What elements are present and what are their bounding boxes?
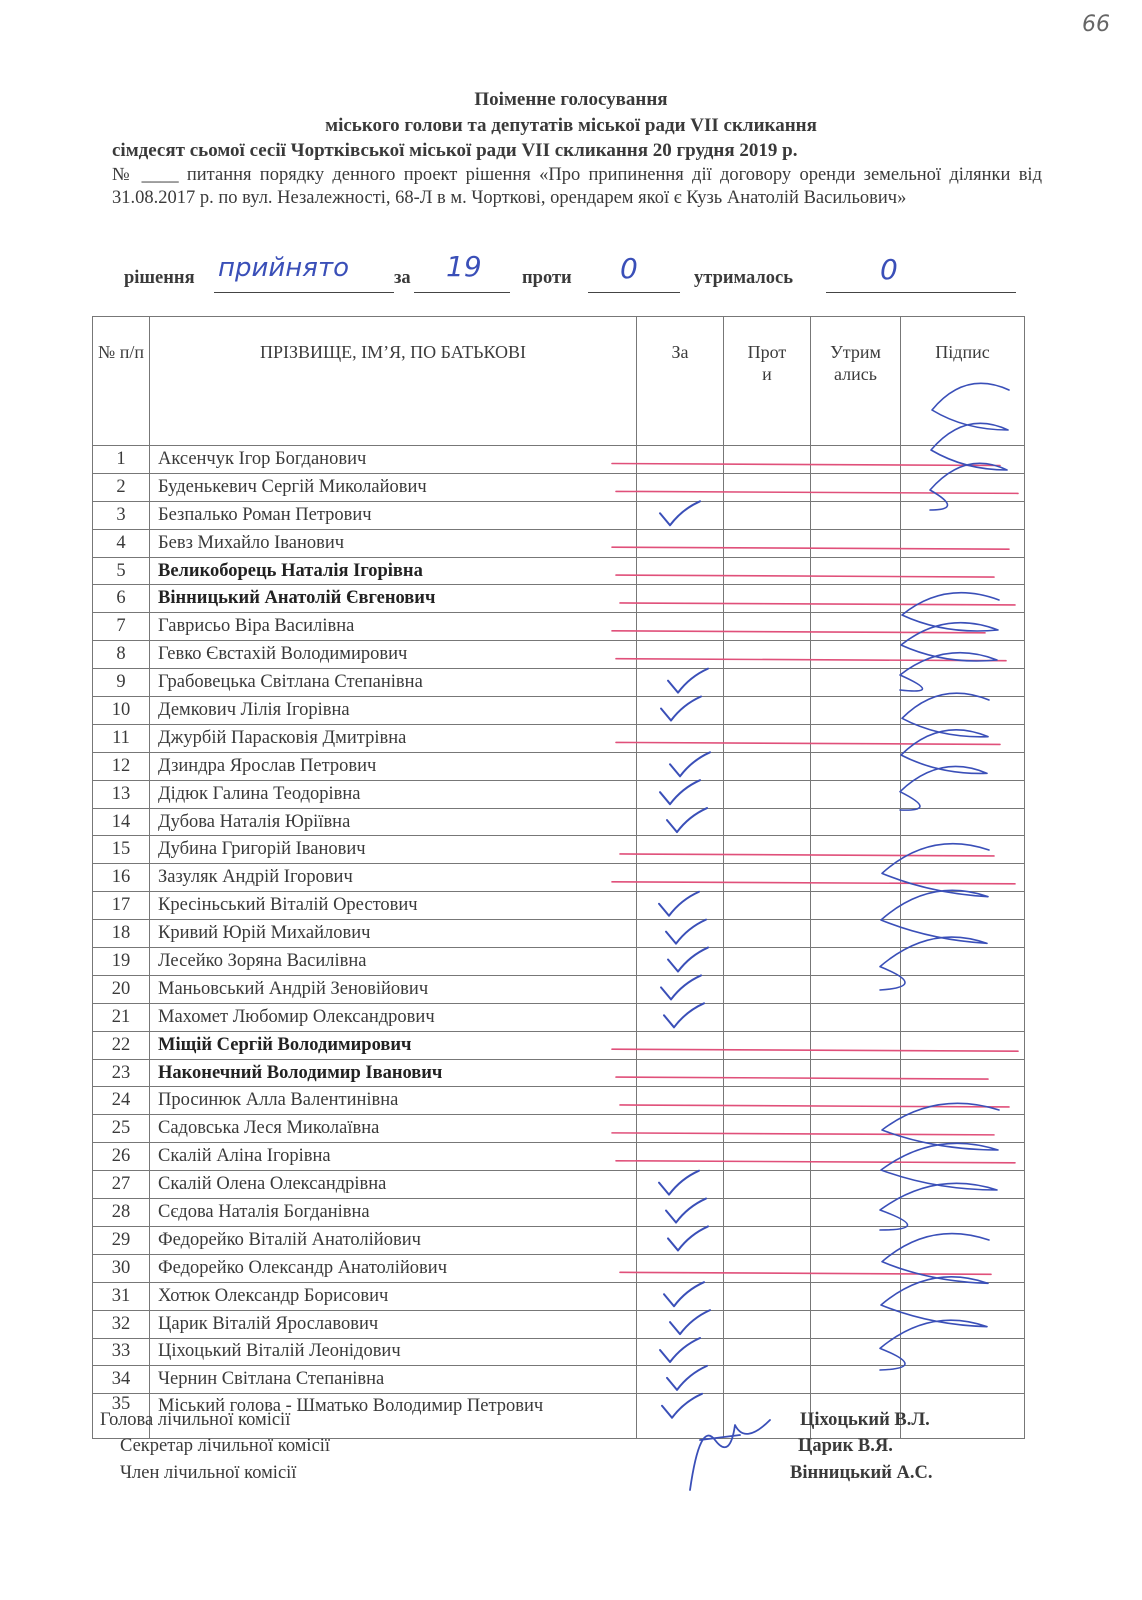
vote-for-cell: [637, 473, 724, 501]
vote-for-cell: [637, 557, 724, 585]
vote-abstained-cell: [811, 1143, 901, 1171]
vote-for-cell: [637, 975, 724, 1003]
row-number: 28: [93, 1199, 150, 1227]
table-row: [93, 1003, 1025, 1031]
vote-abstained-cell: [811, 641, 901, 669]
signature-cell: [901, 920, 1025, 948]
vote-for-cell: [637, 585, 724, 613]
deputy-name: Кривий Юрій Михайлович: [150, 920, 637, 948]
signature-cell: [901, 1366, 1025, 1394]
title-line-3: сімдесят сьомої сесії Чортківської міської ради VII скликання 20 грудня 2019 р.: [112, 140, 798, 161]
vote-for-cell: [637, 641, 724, 669]
col-header-for: За: [637, 317, 724, 446]
vote-against-cell: [724, 529, 811, 557]
member-name: Вінницький А.С.: [790, 1463, 933, 1483]
abstained-count-handwritten: 0: [880, 253, 898, 286]
signature-cell: [901, 1338, 1025, 1366]
vote-for-cell: [637, 1254, 724, 1282]
table-row: [93, 808, 1025, 836]
row-number: 33: [93, 1338, 150, 1366]
deputy-name: Хотюк Олександр Борисович: [150, 1282, 637, 1310]
vote-abstained-cell: [811, 1338, 901, 1366]
vote-for-cell: [637, 836, 724, 864]
deputy-name: Гевко Євстахій Володимирович: [150, 641, 637, 669]
vote-abstained-cell: [811, 473, 901, 501]
vote-against-cell: [724, 669, 811, 697]
vote-abstained-cell: [811, 864, 901, 892]
deputy-name: Ціхоцький Віталій Леонідович: [150, 1338, 637, 1366]
vote-abstained-cell: [811, 1366, 901, 1394]
table-row: [93, 501, 1025, 529]
for-underline: [414, 292, 510, 293]
signature-cell: [901, 1254, 1025, 1282]
vote-against-cell: [724, 641, 811, 669]
vote-abstained-cell: [811, 892, 901, 920]
vote-against-cell: [724, 613, 811, 641]
row-number: 13: [93, 780, 150, 808]
vote-for-cell: [637, 1171, 724, 1199]
vote-abstained-cell: [811, 1031, 901, 1059]
vote-against-cell: [724, 1143, 811, 1171]
vote-table: [92, 316, 1025, 1439]
row-number: 17: [93, 892, 150, 920]
deputy-name: Федорейко Віталій Анатолійович: [150, 1226, 637, 1254]
row-number: 21: [93, 1003, 150, 1031]
table-row: [93, 557, 1025, 585]
secretary-label: Секретар лічильної комісії: [120, 1436, 331, 1456]
signature-cell: [901, 975, 1025, 1003]
vote-against-cell: [724, 892, 811, 920]
vote-against-cell: [724, 1199, 811, 1227]
col-header-against: Проти: [724, 317, 811, 446]
row-number: 31: [93, 1282, 150, 1310]
vote-against-cell: [724, 975, 811, 1003]
deputy-name: Демкович Лілія Ігорівна: [150, 697, 637, 725]
vote-abstained-cell: [811, 920, 901, 948]
deputy-name: Зазуляк Андрій Ігорович: [150, 864, 637, 892]
row-number: 20: [93, 975, 150, 1003]
vote-for-cell: [637, 1366, 724, 1394]
table-row: [93, 1366, 1025, 1394]
table-row: [93, 948, 1025, 976]
vote-against-cell: [724, 1087, 811, 1115]
deputy-name: Махомет Любомир Олександрович: [150, 1003, 637, 1031]
table-row: [93, 1115, 1025, 1143]
against-label: проти: [522, 268, 572, 288]
deputy-name: Безпалько Роман Петрович: [150, 501, 637, 529]
signature-cell: [901, 1115, 1025, 1143]
signature-cell: [901, 836, 1025, 864]
vote-abstained-cell: [811, 446, 901, 474]
row-number: 19: [93, 948, 150, 976]
signature-cell: [901, 529, 1025, 557]
deputy-name: Скалій Олена Олександрівна: [150, 1171, 637, 1199]
table-row: [93, 1059, 1025, 1087]
signature-cell: [901, 948, 1025, 976]
deputy-name: Наконечний Володимир Іванович: [150, 1059, 637, 1087]
deputy-name: Джурбій Парасковія Дмитрівна: [150, 724, 637, 752]
vote-against-cell: [724, 948, 811, 976]
vote-for-cell: [637, 697, 724, 725]
signature-cell: [901, 557, 1025, 585]
table-row: [93, 1143, 1025, 1171]
vote-for-cell: [637, 1143, 724, 1171]
signature-cell: [901, 473, 1025, 501]
signature-cell: [901, 1031, 1025, 1059]
secretary-name: Царик В.Я.: [798, 1436, 893, 1456]
signature-cell: [901, 892, 1025, 920]
against-count-handwritten: 0: [620, 252, 638, 285]
vote-against-cell: [724, 585, 811, 613]
vote-abstained-cell: [811, 1059, 901, 1087]
vote-for-cell: [637, 669, 724, 697]
vote-against-cell: [724, 808, 811, 836]
table-row: [93, 613, 1025, 641]
table-row: [93, 585, 1025, 613]
signature-cell: [901, 864, 1025, 892]
vote-for-cell: [637, 1003, 724, 1031]
vote-for-cell: [637, 1031, 724, 1059]
row-number: 25: [93, 1115, 150, 1143]
row-number: 1: [93, 446, 150, 474]
table-row: [93, 529, 1025, 557]
table-row: [93, 752, 1025, 780]
deputy-name: Міський голова - Шматько Володимир Петрович: [150, 1394, 637, 1439]
signature-cell: [901, 613, 1025, 641]
for-label: за: [394, 268, 411, 288]
vote-for-cell: [637, 1059, 724, 1087]
table-header-row: [93, 317, 1025, 446]
row-number: 6: [93, 585, 150, 613]
vote-abstained-cell: [811, 1171, 901, 1199]
vote-against-cell: [724, 1338, 811, 1366]
row-number: 4: [93, 529, 150, 557]
vote-against-cell: [724, 1310, 811, 1338]
vote-against-cell: [724, 1282, 811, 1310]
row-number: 11: [93, 724, 150, 752]
vote-for-cell: [637, 1087, 724, 1115]
vote-against-cell: [724, 557, 811, 585]
vote-against-cell: [724, 446, 811, 474]
table-row: [93, 1226, 1025, 1254]
vote-abstained-cell: [811, 836, 901, 864]
vote-abstained-cell: [811, 585, 901, 613]
row-number: 26: [93, 1143, 150, 1171]
table-row: [93, 1087, 1025, 1115]
vote-abstained-cell: [811, 1087, 901, 1115]
table-row: [93, 975, 1025, 1003]
table-row: [93, 1310, 1025, 1338]
table-row: [93, 446, 1025, 474]
row-number: 23: [93, 1059, 150, 1087]
vote-for-cell: [637, 446, 724, 474]
vote-for-cell: [637, 724, 724, 752]
vote-abstained-cell: [811, 669, 901, 697]
table-row: [93, 669, 1025, 697]
signature-cell: [901, 1003, 1025, 1031]
chair-name: Ціхоцький В.Л.: [800, 1410, 930, 1430]
deputy-name: Міщій Сергій Володимирович: [150, 1031, 637, 1059]
deputy-name: Царик Віталій Ярославович: [150, 1310, 637, 1338]
vote-against-cell: [724, 920, 811, 948]
row-number: 7: [93, 613, 150, 641]
vote-for-cell: [637, 1115, 724, 1143]
deputy-name: Гаврисьо Віра Василівна: [150, 613, 637, 641]
vote-for-cell: [637, 1282, 724, 1310]
vote-against-cell: [724, 724, 811, 752]
abstained-underline: [826, 292, 1016, 293]
row-number: 27: [93, 1171, 150, 1199]
deputy-name: Буденькевич Сергій Миколайович: [150, 473, 637, 501]
table-row: [93, 864, 1025, 892]
vote-abstained-cell: [811, 697, 901, 725]
deputy-name: Дідюк Галина Теодорівна: [150, 780, 637, 808]
signature-cell: [901, 697, 1025, 725]
table-row: [93, 1254, 1025, 1282]
deputy-name: Вінницький Анатолій Євгенович: [150, 585, 637, 613]
signature-cell: [901, 446, 1025, 474]
signature-cell: [901, 1171, 1025, 1199]
deputy-name: Скалій Аліна Ігорівна: [150, 1143, 637, 1171]
row-number: 8: [93, 641, 150, 669]
table-row: [93, 1282, 1025, 1310]
row-number: 18: [93, 920, 150, 948]
deputy-name: Просинюк Алла Валентинівна: [150, 1087, 637, 1115]
row-number: 32: [93, 1310, 150, 1338]
row-number: 9: [93, 669, 150, 697]
vote-against-cell: [724, 1171, 811, 1199]
vote-for-cell: [637, 808, 724, 836]
vote-against-cell: [724, 1003, 811, 1031]
signature-cell: [901, 585, 1025, 613]
row-number: 12: [93, 752, 150, 780]
page-number: 66: [1082, 12, 1110, 37]
deputy-name: Сєдова Наталія Богданівна: [150, 1199, 637, 1227]
table-row: [93, 1031, 1025, 1059]
table-row: [93, 1338, 1025, 1366]
vote-abstained-cell: [811, 780, 901, 808]
row-number: 24: [93, 1087, 150, 1115]
row-number: 14: [93, 808, 150, 836]
deputy-name: Садовська Леся Миколаївна: [150, 1115, 637, 1143]
abstained-label: утрималось: [694, 268, 794, 288]
row-number: 2: [93, 473, 150, 501]
vote-for-cell: [637, 752, 724, 780]
table-row: [93, 1199, 1025, 1227]
agenda-subject: № ____ питання порядку денного проект рішення «Про припинення дії договору оренди земельної ділянки від 31.08.2017 р. по вул. Незалежності, 68-Л в м. Чорткові, орендарем якої є Кузь Анатолій Васильович»: [112, 165, 1042, 208]
table-row: [93, 641, 1025, 669]
table-row: [93, 780, 1025, 808]
vote-abstained-cell: [811, 808, 901, 836]
deputy-name: Кресіньський Віталій Орестович: [150, 892, 637, 920]
deputy-name: Грабовецька Світлана Степанівна: [150, 669, 637, 697]
vote-against-cell: [724, 501, 811, 529]
vote-against-cell: [724, 1254, 811, 1282]
vote-for-cell: [637, 1199, 724, 1227]
signature-cell: [901, 780, 1025, 808]
signature-cell: [901, 724, 1025, 752]
row-number: 16: [93, 864, 150, 892]
decision-value-handwritten: прийнято: [218, 253, 349, 283]
vote-for-cell: [637, 501, 724, 529]
vote-for-cell: [637, 529, 724, 557]
row-number: 10: [93, 697, 150, 725]
col-header-signature: Підпис: [901, 317, 1025, 446]
vote-abstained-cell: [811, 724, 901, 752]
vote-against-cell: [724, 1031, 811, 1059]
vote-for-cell: [637, 1226, 724, 1254]
vote-abstained-cell: [811, 1226, 901, 1254]
decision-label: рішення: [124, 268, 195, 288]
deputy-name: Маньовський Андрій Зеновійович: [150, 975, 637, 1003]
deputy-name: Дубина Григорій Іванович: [150, 836, 637, 864]
vote-abstained-cell: [811, 1254, 901, 1282]
decision-underline: [214, 292, 394, 293]
vote-abstained-cell: [811, 1310, 901, 1338]
col-header-name: ПРІЗВИЩЕ, ІМ’Я, ПО БАТЬКОВІ: [150, 317, 637, 446]
deputy-name: Чернин Світлана Степанівна: [150, 1366, 637, 1394]
chair-label: Голова лічильної комісії: [100, 1410, 291, 1430]
vote-for-cell: [637, 1394, 724, 1439]
vote-for-cell: [637, 613, 724, 641]
vote-abstained-cell: [811, 613, 901, 641]
deputy-name: Лесейко Зоряна Василівна: [150, 948, 637, 976]
deputy-name: Федорейко Олександр Анатолійович: [150, 1254, 637, 1282]
row-number: 34: [93, 1366, 150, 1394]
table-row: [93, 724, 1025, 752]
vote-abstained-cell: [811, 1282, 901, 1310]
vote-abstained-cell: [811, 1003, 901, 1031]
title-line-2: міського голови та депутатів міської ради VII скликання: [325, 115, 817, 136]
vote-against-cell: [724, 1059, 811, 1087]
vote-against-cell: [724, 473, 811, 501]
row-number: 15: [93, 836, 150, 864]
signature-cell: [901, 1143, 1025, 1171]
vote-for-cell: [637, 892, 724, 920]
signature-cell: [901, 1282, 1025, 1310]
vote-against-cell: [724, 1366, 811, 1394]
signature-cell: [901, 752, 1025, 780]
table-row: [93, 473, 1025, 501]
signature-cell: [901, 501, 1025, 529]
vote-abstained-cell: [811, 948, 901, 976]
vote-against-cell: [724, 780, 811, 808]
deputy-name: Бевз Михайло Іванович: [150, 529, 637, 557]
col-header-number: № п/п: [93, 317, 150, 446]
vote-against-cell: [724, 1394, 811, 1439]
table-row: [93, 920, 1025, 948]
row-number: 35: [93, 1394, 150, 1439]
vote-for-cell: [637, 1338, 724, 1366]
vote-abstained-cell: [811, 501, 901, 529]
vote-for-cell: [637, 864, 724, 892]
deputy-name: Дубова Наталія Юріївна: [150, 808, 637, 836]
row-number: 3: [93, 501, 150, 529]
vote-against-cell: [724, 1115, 811, 1143]
table-row: [93, 697, 1025, 725]
vote-against-cell: [724, 752, 811, 780]
table-row: [93, 836, 1025, 864]
vote-abstained-cell: [811, 752, 901, 780]
signature-cell: [901, 669, 1025, 697]
for-count-handwritten: 19: [446, 250, 482, 283]
against-underline: [588, 292, 680, 293]
vote-abstained-cell: [811, 1199, 901, 1227]
signature-cell: [901, 641, 1025, 669]
deputy-name: Дзиндра Ярослав Петрович: [150, 752, 637, 780]
deputy-name: Аксенчук Ігор Богданович: [150, 446, 637, 474]
signature-cell: [901, 1087, 1025, 1115]
vote-for-cell: [637, 948, 724, 976]
vote-against-cell: [724, 836, 811, 864]
vote-for-cell: [637, 780, 724, 808]
title-line-1: Поіменне голосування: [474, 89, 668, 110]
vote-against-cell: [724, 864, 811, 892]
row-number: 29: [93, 1226, 150, 1254]
vote-for-cell: [637, 920, 724, 948]
signature-cell: [901, 1226, 1025, 1254]
table-row: [93, 892, 1025, 920]
signature-cell: [901, 1199, 1025, 1227]
row-number: 22: [93, 1031, 150, 1059]
table-row: [93, 1171, 1025, 1199]
vote-abstained-cell: [811, 529, 901, 557]
vote-against-cell: [724, 697, 811, 725]
deputy-name: Великоборець Наталія Ігорівна: [150, 557, 637, 585]
signature-cell: [901, 808, 1025, 836]
row-number: 30: [93, 1254, 150, 1282]
vote-against-cell: [724, 1226, 811, 1254]
row-number: 5: [93, 557, 150, 585]
vote-for-cell: [637, 1310, 724, 1338]
vote-abstained-cell: [811, 975, 901, 1003]
signature-cell: [901, 1059, 1025, 1087]
col-header-abstained: Утрималиcь: [811, 317, 901, 446]
vote-abstained-cell: [811, 557, 901, 585]
signature-cell: [901, 1310, 1025, 1338]
vote-abstained-cell: [811, 1115, 901, 1143]
member-label: Член лічильної комісії: [120, 1463, 297, 1483]
